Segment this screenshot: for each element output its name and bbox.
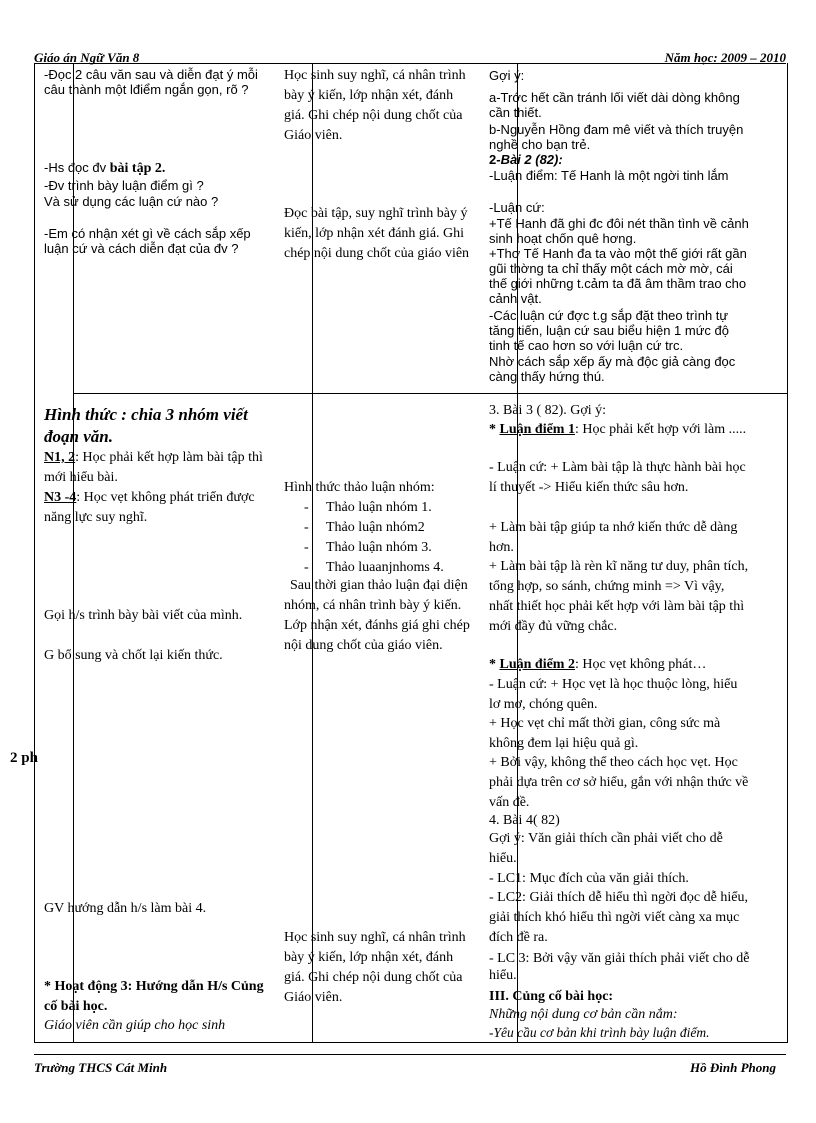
list-item: - Thảo luaanjnhoms 4. bbox=[304, 558, 474, 578]
col2-response-1: Học sinh suy nghĩ, cá nhân trình bày ý kiến, lớp nhận xét, đánh giá. Ghi chép nội dung chốt của Giáo viên. bbox=[284, 68, 466, 143]
header-right: Năm học: 2009 – 2010 bbox=[664, 50, 786, 65]
col3-ld2-label: Luận điểm 2 bbox=[499, 657, 575, 672]
col3-bai4: 4. Bài 4( 82) bbox=[489, 813, 560, 828]
list-item: - Thảo luận nhóm2 bbox=[304, 518, 474, 538]
col3-luan-cu-2: +Thơ Tế Hanh đa ta vào một thế giới rất gần gũi thờng ta chỉ thấy một cách mờ mờ, cái thế giới những t.cảm ta đã âm thầm trao cho cảnh vật. bbox=[489, 246, 747, 306]
col3-bai2-heading bbox=[489, 152, 751, 167]
col2-response-2: Đọc bài tập, suy nghĩ trình bày ý kiến, lớp nhận xét đánh giá. Ghi chép nội dung chốt của giáo viên bbox=[284, 206, 470, 261]
col3-ld1-text: : Học phải kết hợp với làm ..... bbox=[574, 422, 747, 437]
col1-hs-exercise: bài tập 2. bbox=[109, 161, 166, 176]
col1-question-3: -Em có nhận xét gì về cách sắp xếp luận cứ và cách diễn đạt của đv ? bbox=[44, 226, 251, 256]
col3-ld2-lc3: + Bởi vậy, không thể theo cách học vẹt. Học phải dựa trên cơ sở hiểu, gắn với nhận thức về vấn đề. bbox=[489, 755, 749, 810]
col3-goi-y: Gợi ý: bbox=[489, 68, 525, 83]
col1-gv-guide: GV hướng dẫn h/s làm bài 4. bbox=[44, 901, 207, 916]
column-divider-1 bbox=[73, 63, 74, 1042]
col1-hs-prefix: -Hs đọc đv bbox=[44, 160, 110, 175]
col3-a: a-Trớc hết cần tránh lối viết dài dòng không cần thiết. bbox=[489, 90, 740, 120]
col3-bai3: 3. Bài 3 ( 82). Gợi ý: bbox=[489, 403, 607, 418]
footer-left: Trường THCS Cát Minh bbox=[34, 1060, 168, 1075]
col3-bai4-lc1: - LC1: Mục đích của văn giải thích. bbox=[489, 871, 689, 886]
col1-question-2a: -Đv trình bày luận điểm gì ? bbox=[44, 178, 204, 193]
col3-bai4-lc3: - LC 3: Bởi vậy văn giải thích phải viết cho dễ hiểu. bbox=[489, 951, 750, 983]
col2-group-intro: Hình thức thảo luận nhóm: bbox=[284, 480, 435, 495]
col3-ld1-lc3: + Làm bài tập là rèn kĩ năng tư duy, phân tích, tổng hợp, so sánh, chứng minh => Vì vậy, nhất thiết học phải kết hợp với làm bài tập thì mới đầy đủ vững chắc. bbox=[489, 559, 749, 634]
col3-ld2-lc2: + Học vẹt chỉ mất thời gian, công sức mà không đem lại hiệu quả gì. bbox=[489, 716, 721, 751]
col1-question-2b: Và sử dụng các luận cứ nào ? bbox=[44, 194, 219, 209]
col3-bai4-goi-y: Gợi ý: Văn giải thích cần phải viết cho dễ hiểu. bbox=[489, 831, 723, 866]
footer-right: Hồ Đình Phong bbox=[690, 1060, 776, 1075]
list-item: - Thảo luận nhóm 3. bbox=[304, 538, 474, 558]
col3-cung-co-title: III. Củng cố bài học: bbox=[489, 989, 614, 1004]
col2-after-discussion: Sau thời gian thảo luận đại diện nhóm, cá nhân trình bày ý kiến. Lớp nhận xét, đánhs giá ghi chép nội dung chốt của giáo viên. bbox=[284, 578, 470, 653]
col1-activity3-title: * Hoạt động 3: Hướng dẫn H/s Củng cố bài học. bbox=[44, 979, 264, 1014]
col3-luan-cu-4: Nhờ cách sắp xếp ấy mà độc giả càng đọc càng thấy hứng thú. bbox=[489, 354, 736, 384]
col3-cung-co-2: -Yêu cầu cơ bản khi trình bày luận điểm. bbox=[489, 1025, 710, 1040]
list-item: - Thảo luận nhóm 1. bbox=[304, 498, 474, 518]
col2-group-list bbox=[284, 498, 474, 578]
col1-group-12 bbox=[44, 448, 274, 488]
col3-luan-cu-3: -Các luận cứ đợc t.g sắp đặt theo trình tự tăng tiến, luận cứ sau biểu hiện 1 mức độ tinh tế cao hơn so với luận cứ trc. bbox=[489, 308, 729, 353]
col1-group-34 bbox=[44, 488, 274, 528]
time-label: 2 ph bbox=[10, 750, 38, 766]
col3-ld2-prefix: * bbox=[489, 657, 500, 672]
col1-form-title: Hình thức : chia 3 nhóm viết đoạn văn. bbox=[44, 405, 248, 446]
col1-call-hs: Gọi h/s trình bày bài viết của mình. bbox=[44, 608, 243, 623]
row-divider bbox=[73, 393, 787, 394]
col3-luan-diem-2 bbox=[489, 655, 751, 675]
col3-bai2-title: Bài 2 (82): bbox=[500, 152, 563, 167]
col3-b: b-Nguyễn Hồng đam mê viết và thích truyện nghề cho bạn trẻ. bbox=[489, 122, 744, 152]
footer-rule bbox=[34, 1054, 786, 1055]
col3-ld1-prefix: * bbox=[489, 422, 500, 437]
header-left: Giáo án Ngữ Văn 8 bbox=[34, 50, 140, 65]
col3-ld1-label: Luận điểm 1 bbox=[499, 422, 575, 437]
col1-n34-label: N3 -4 bbox=[44, 490, 77, 505]
col1-n12-text: : Học phải kết hợp làm bài tập thì mới hiểu bài. bbox=[44, 450, 263, 485]
col3-bai2-prefix: 2- bbox=[489, 152, 501, 167]
col1-hs-read bbox=[44, 160, 274, 176]
col3-ld2-text: : Học vẹt không phát… bbox=[574, 657, 707, 672]
col3-luan-cu: -Luận cứ: bbox=[489, 200, 545, 215]
col3-bai4-lc2: - LC2: Giải thích dễ hiểu thì ngời đọc dễ hiểu, giải thích khó hiểu thì ngời viết càng xa mục đích đề ra. bbox=[489, 890, 748, 945]
col3-cung-co-1: Những nội dung cơ bản cần nắm: bbox=[489, 1007, 678, 1022]
col1-activity3-note: Giáo viên cần giúp cho học sinh bbox=[44, 1018, 226, 1033]
col2-response-4: Học sinh suy nghĩ, cá nhân trình bày ý kiến, lớp nhận xét, đánh giá. Ghi chép nội dung chốt của Giáo viên. bbox=[284, 930, 466, 1005]
col3-luan-cu-1: +Tế Hanh đã ghi đc đôi nét thần tình về cảnh sinh hoạt chốn quê hơng. bbox=[489, 216, 749, 246]
col1-n34-text: : Học vẹt không phát triển được năng lực suy nghĩ. bbox=[44, 490, 255, 525]
col3-luan-diem-1 bbox=[489, 420, 751, 440]
col3-ld1-lc1: - Luận cứ: + Làm bài tập là thực hành bài học lí thuyết -> Hiểu kiến thức sâu hơn. bbox=[489, 460, 746, 495]
col1-n12-label: N1, 2 bbox=[44, 450, 76, 465]
col3-ld2-lc1: - Luận cứ: + Học vẹt là học thuộc lòng, hiểu lơ mơ, chóng quên. bbox=[489, 677, 738, 712]
col1-question-1: -Đọc 2 câu văn sau và diễn đạt ý mỗi câu thành một lđiểm ngắn gọn, rõ ? bbox=[44, 67, 258, 97]
col1-g-supplement: G bổ sung và chốt lại kiến thức. bbox=[44, 648, 223, 663]
col3-ld1-lc2: + Làm bài tập giúp ta nhớ kiến thức dễ dàng hơn. bbox=[489, 520, 738, 555]
col3-luan-diem: -Luận điểm: Tế Hanh là một ngời tinh lắm bbox=[489, 168, 729, 183]
